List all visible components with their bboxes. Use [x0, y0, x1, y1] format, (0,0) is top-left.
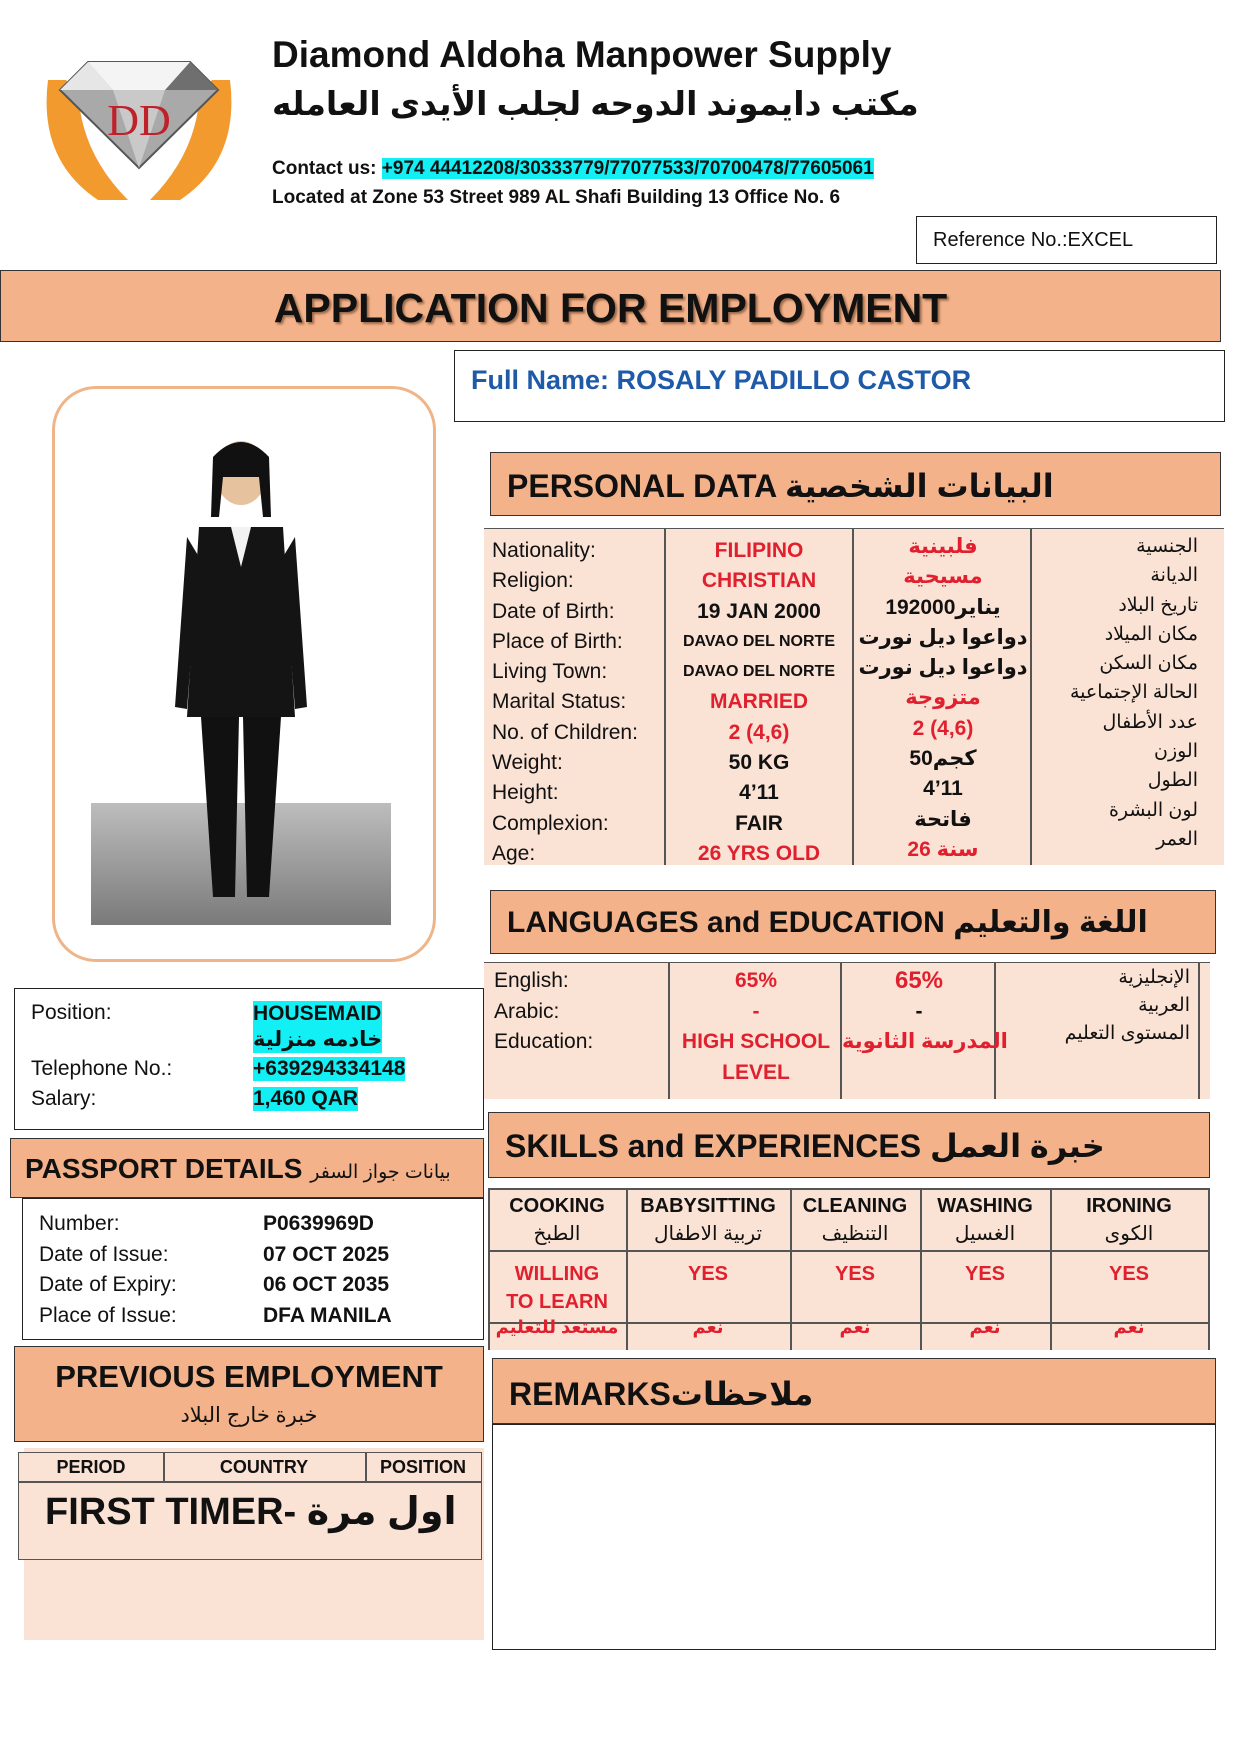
telephone-value: +639294334148 [253, 1057, 406, 1080]
previous-employment-header [14, 1346, 484, 1442]
reference-box [916, 216, 1217, 264]
passport-details-box [22, 1198, 484, 1340]
language-values-en: 65% - HIGH SCHOOL LEVEL [681, 969, 831, 1084]
language-values-ar: 65% - المدرسة الثانوية [842, 967, 1008, 1053]
salary-label: Salary: [31, 1087, 97, 1110]
remarks-header [492, 1358, 1216, 1424]
full-name: Full Name: ROSALY PADILLO CASTOR [471, 365, 972, 395]
skills-header [488, 1112, 1210, 1178]
contact-numbers: +974 44412208/30333779/77077533/70700478/77605061 [381, 158, 874, 179]
passport-heading: PASSPORT DETAILS بيانات جواز السفر [25, 1153, 451, 1184]
first-timer: FIRST TIMER- اول مرة [45, 1491, 457, 1533]
telephone-label: Telephone No.: [31, 1057, 173, 1080]
title-band [0, 270, 1221, 342]
reference-number: Reference No.:EXCEL [933, 229, 1134, 251]
passport-labels: Number: Date of Issue: Date of Expiry: Place of Issue: [39, 1212, 177, 1327]
col-position: POSITION [379, 1457, 466, 1477]
skills-heading: SKILLS and EXPERIENCES خبرة العمل [505, 1128, 1105, 1164]
company-logo [28, 40, 250, 212]
position-label: Position: [31, 1001, 112, 1024]
photo-frame [52, 386, 436, 962]
passport-values: P0639969D 07 OCT 2025 06 OCT 2035 DFA MANILA [263, 1212, 392, 1327]
skill-ironing: IRONING الكوى YES نعم [1086, 1195, 1172, 1337]
previous-employment-table [18, 1452, 482, 1560]
personal-labels-ar: الجنسية الديانة تاريخ البلاد مكان الميلاد مكان السكن الحالة الإجتماعية عدد الأطفال الوزن الطول لون البشرة العمر [1070, 536, 1198, 850]
languages-header [490, 890, 1216, 954]
language-labels-en: English: Arabic: Education: [494, 969, 594, 1053]
remarks-heading: REMARKSملاحظات [509, 1376, 814, 1412]
col-period: PERIOD [56, 1457, 126, 1477]
previous-employment-heading: PREVIOUS EMPLOYMENT [55, 1359, 443, 1394]
passport-header [10, 1138, 484, 1198]
skill-cleaning: CLEANING التنظيف YES نعم [802, 1195, 908, 1337]
personal-data-heading: PERSONAL DATA البيانات الشخصية [507, 468, 1054, 504]
remarks-box [492, 1424, 1216, 1650]
contact-label: Contact us: [272, 158, 377, 179]
personal-data-header [490, 452, 1221, 516]
personal-values-en: FILIPINO CHRISTIAN 19 JAN 2000 DAVAO DEL NORTE DAVAO DEL NORTE MARRIED 2 (4,6) 50 KG 4’11 FAIR 26 YRS OLD [682, 539, 835, 865]
previous-employment-heading-ar: خبرة خارج البلاد [180, 1404, 318, 1427]
language-labels-ar: الإنجليزية العربية المستوى التعليم [1064, 967, 1190, 1044]
personal-labels-en: Nationality: Religion: Date of Birth: Place of Birth: Living Town: Marital Status: No. of Children: Weight: Height: Complexion: Age: [492, 539, 638, 865]
page-title: APPLICATION FOR EMPLOYMENT [273, 285, 948, 331]
salary-value: 1,460 QAR [253, 1087, 359, 1110]
personal-values-ar: فلبينية مسيحية 19يناير2000 دواعوا ديل نورت دواعوا ديل نورت متزوجة 2 (4,6) 50كجم 4’11 فاتحة 26 سنة [858, 535, 1028, 861]
full-name-box [454, 350, 1225, 422]
position-value: HOUSEMAID خادمه منزلية [253, 1002, 383, 1051]
skill-babysitting: BABYSITTING تربية الاطفال YES نعم [640, 1195, 776, 1337]
applicant-photo [91, 417, 391, 925]
position-box [14, 988, 484, 1130]
skill-washing: WASHING الغسيل YES نعم [937, 1195, 1033, 1337]
company-name-ar: مكتب دايموند الدوحه لجلب الأيدى العامله [272, 85, 919, 122]
office-address: Located at Zone 53 Street 989 AL Shafi Building 13 Office No. 6 [272, 187, 841, 208]
contact-line [272, 158, 874, 180]
logo-letters: DD [107, 96, 171, 145]
skill-cooking: COOKING الطبخ WILLING TO LEARN مستعد للتعليم [495, 1195, 619, 1337]
languages-heading: LANGUAGES and EDUCATION اللغة والتعليم [507, 906, 1148, 939]
company-name-en: Diamond Aldoha Manpower Supply [272, 34, 892, 75]
col-country: COUNTRY [219, 1457, 309, 1477]
